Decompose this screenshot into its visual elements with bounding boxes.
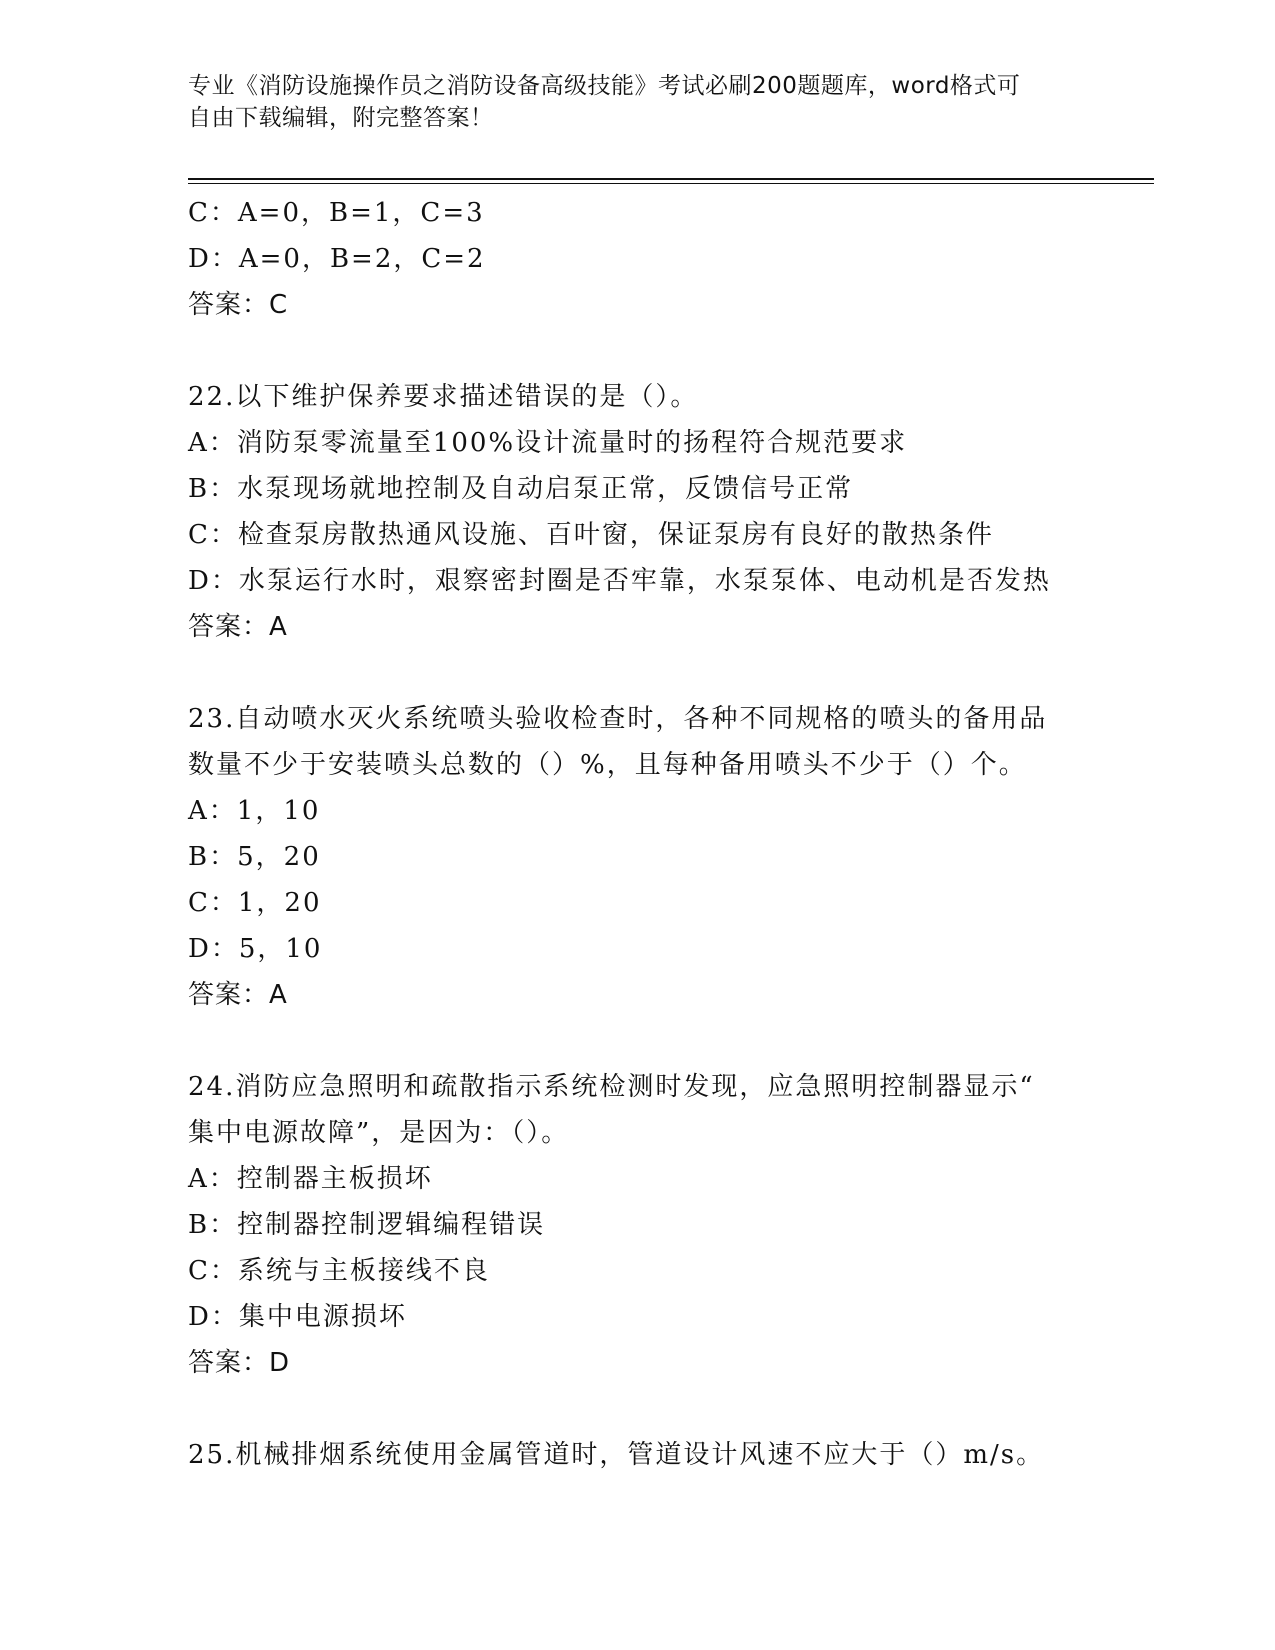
option-d: D：水泵运行水时，艰察密封圈是否牢靠，水泵泵体、电动机是否发热 — [188, 566, 1051, 596]
option-c: C：系统与主板接线不良 — [188, 1256, 490, 1286]
option-b: B：5，20 — [188, 842, 321, 872]
question-spacer — [188, 1386, 1088, 1432]
option-a: A：1，10 — [188, 796, 321, 826]
question-stem: 23.自动喷水灭火系统喷头验收检查时，各种不同规格的喷头的备用品 — [188, 704, 1048, 734]
answer: 答案：D — [188, 1348, 291, 1378]
question-stem-continued: 数量不少于安装喷头总数的（）%，且每种备用喷头不少于（）个。 — [188, 750, 1027, 780]
document-header — [188, 70, 1068, 134]
option-d: D：5，10 — [188, 934, 323, 964]
question-stem: 24.消防应急照明和疏散指示系统检测时发现，应急照明控制器显示“ — [188, 1072, 1035, 1102]
question-stem: 22.以下维护保养要求描述错误的是（）。 — [188, 382, 699, 412]
header-divider-thick — [188, 178, 1154, 180]
question-24 — [188, 1064, 1088, 1386]
header-title-line-1: 专业《消防设施操作员之消防设备高级技能》考试必刷200题题库，word格式可 — [188, 73, 1021, 99]
question-stem-continued: 集中电源故障”，是因为：（）。 — [188, 1118, 570, 1148]
question-spacer — [188, 328, 1088, 374]
answer: 答案：A — [188, 980, 288, 1010]
header-divider-thin — [188, 183, 1154, 184]
option-a: A：消防泵零流量至100%设计流量时的扬程符合规范要求 — [188, 428, 908, 458]
option-d: D：集中电源损坏 — [188, 1302, 407, 1332]
header-title-line-2: 自由下载编辑，附完整答案！ — [188, 105, 494, 131]
option-b: B：水泵现场就地控制及自动启泵正常，反馈信号正常 — [188, 474, 854, 504]
question-23 — [188, 696, 1088, 1018]
option-b: B：控制器控制逻辑编程错误 — [188, 1210, 546, 1240]
q21-answer: 答案：C — [188, 290, 289, 320]
question-22 — [188, 374, 1088, 650]
question-list — [188, 190, 1088, 1478]
q21-option-c: C：A=0，B=1，C=3 — [188, 198, 485, 228]
option-c: C：检查泵房散热通风设施、百叶窗，保证泵房有良好的散热条件 — [188, 520, 994, 550]
question-stem: 25.机械排烟系统使用金属管道时，管道设计风速不应大于（）m/s。 — [188, 1440, 1045, 1470]
question-25 — [188, 1432, 1088, 1478]
option-c: C：1，20 — [188, 888, 322, 918]
option-a: A：控制器主板损坏 — [188, 1164, 433, 1194]
question-spacer — [188, 1018, 1088, 1064]
question-spacer — [188, 650, 1088, 696]
q21-option-d: D：A=0，B=2，C=2 — [188, 244, 486, 274]
answer: 答案：A — [188, 612, 288, 642]
